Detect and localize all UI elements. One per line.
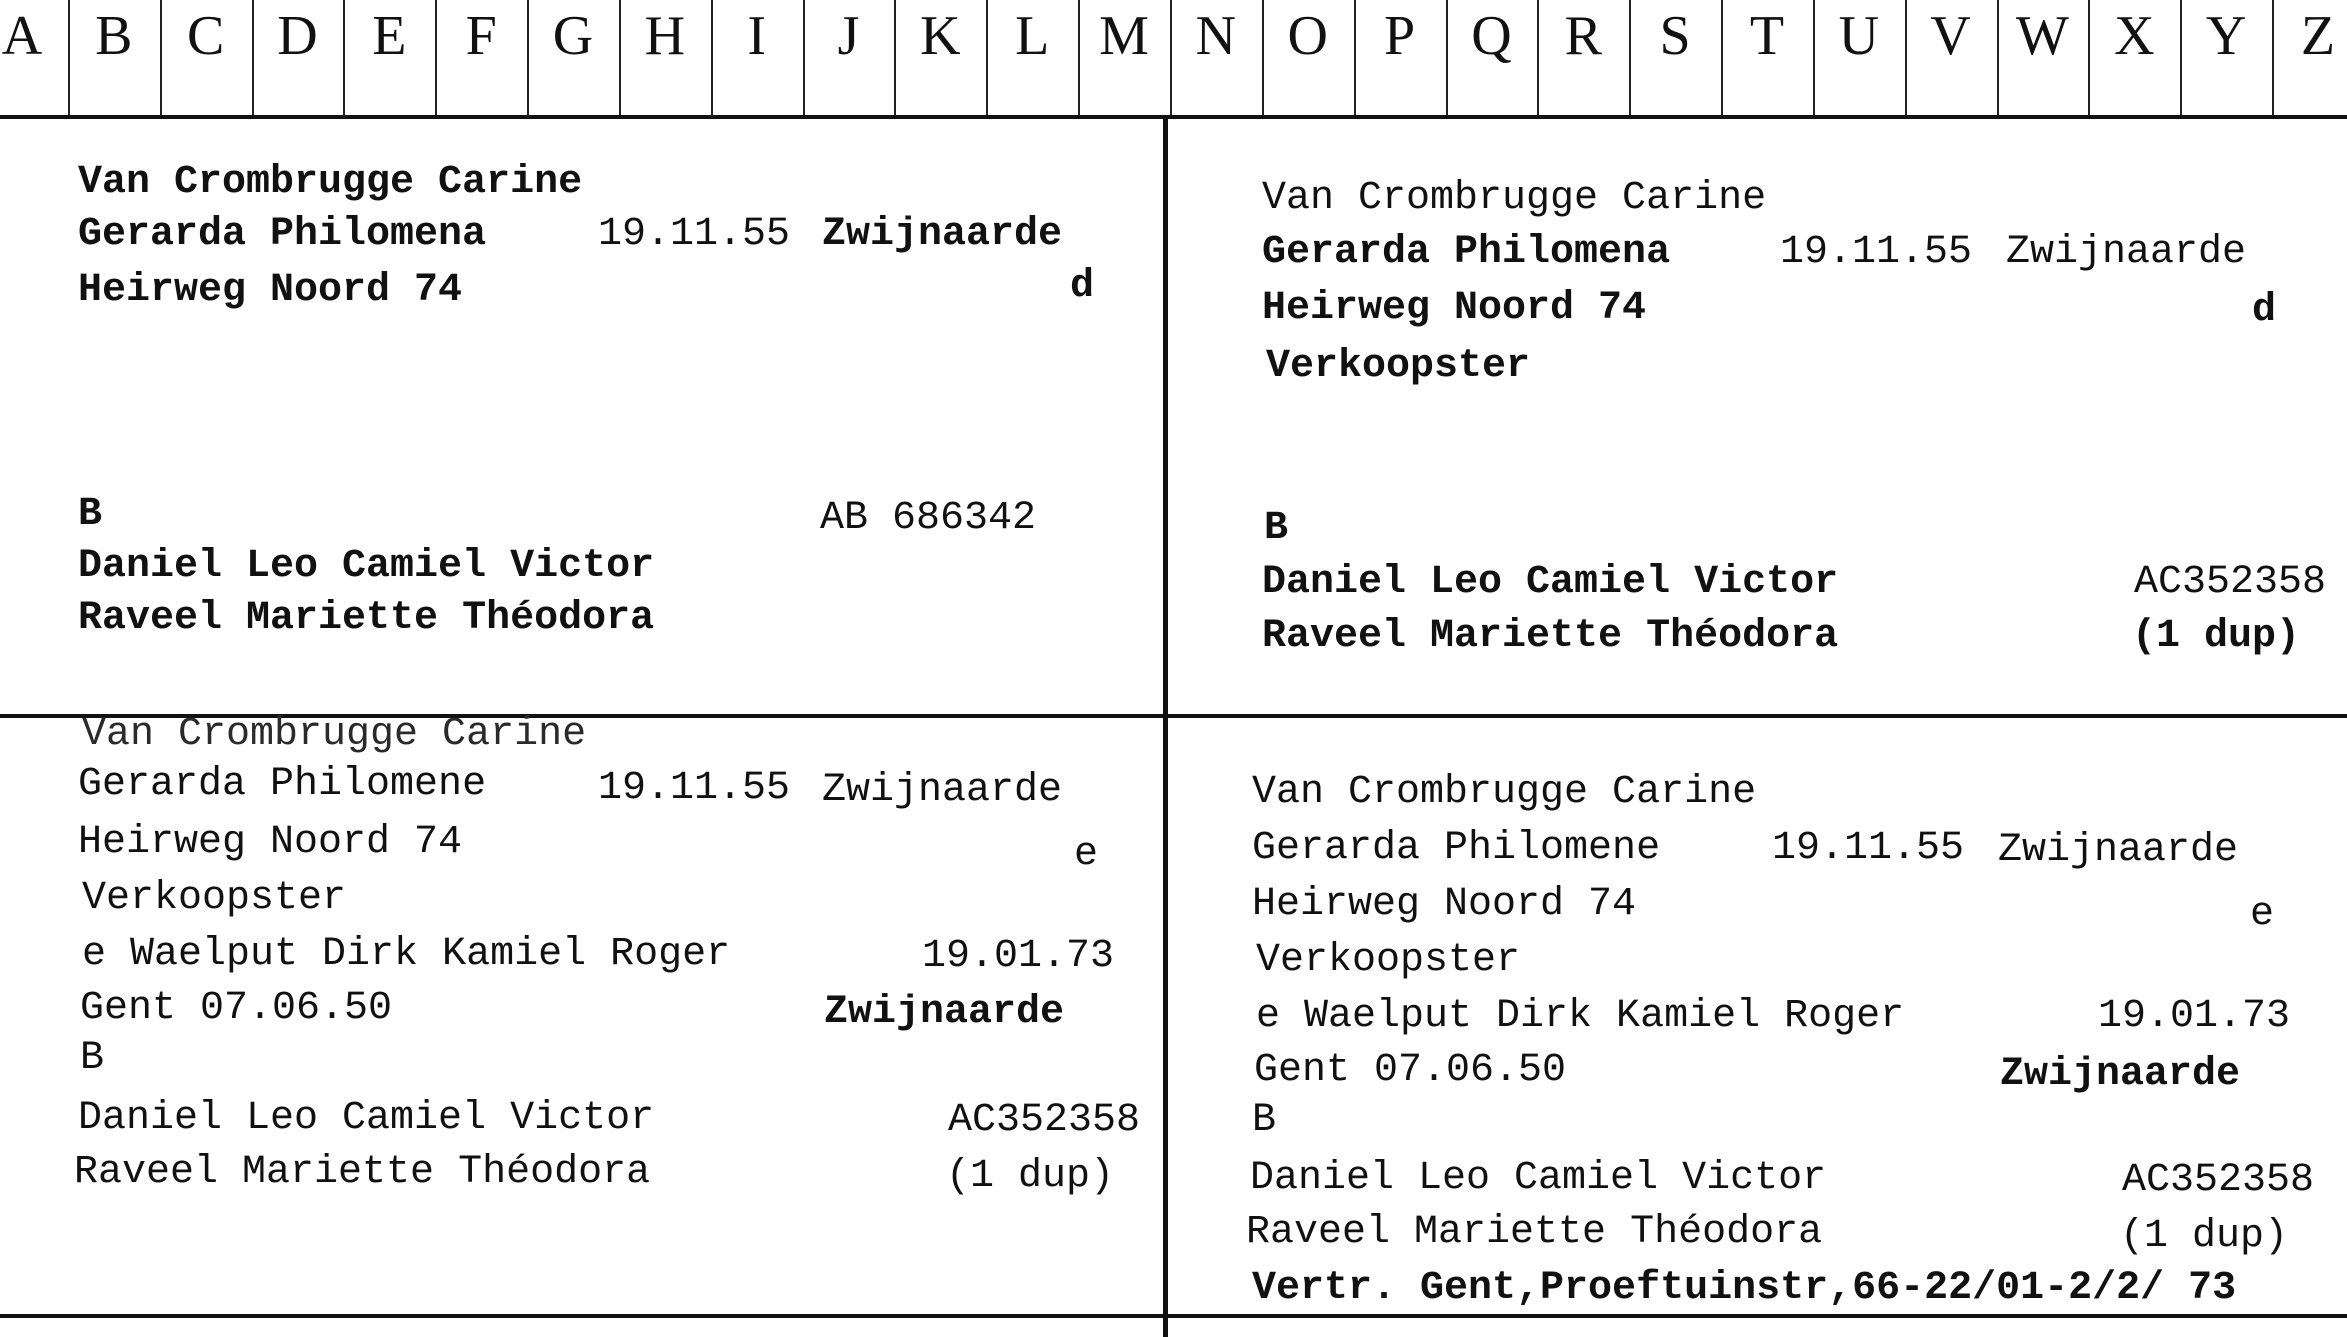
index-letter-z: Z [2300,5,2336,67]
index-separator [343,0,345,116]
card-status-code: e [1074,832,1099,877]
index-letter-m: M [1099,5,1149,67]
card-given-names: Gerarda Philomene [1252,826,1661,871]
card-duplicate: (1 dup) [2120,1214,2289,1259]
card-spouse: e Waelput Dirk Kamiel Roger [82,932,731,977]
card-father: Daniel Leo Camiel Victor [78,544,655,589]
card-father: Daniel Leo Camiel Victor [1262,560,1839,605]
card-occupation: Verkoopster [1256,938,1521,983]
index-separator [986,0,988,116]
card-birth-date: 19.11.55 [598,212,791,257]
card-id-number: AC352358 [2134,560,2327,605]
card-birth-place: Zwijnaarde [822,768,1063,813]
index-separator [1446,0,1448,116]
index-letter-a: A [1,5,43,67]
card-address: Heirweg Noord 74 [78,268,463,313]
index-separator [1262,0,1264,116]
card-id-number: AB 686342 [820,496,1037,541]
card-given-names: Gerarda Philomena [78,212,487,257]
index-separator [68,0,70,116]
index-separator [619,0,621,116]
alphabet-index-header [0,0,2347,120]
index-letter-f: F [465,5,497,67]
card-birth-place: Zwijnaarde [822,212,1063,257]
card-marriage-date: 19.01.73 [2098,994,2291,1039]
index-separator [1813,0,1815,116]
index-letter-l: L [1015,5,1050,67]
index-separator [1078,0,1080,116]
index-letter-w: W [2016,5,2069,67]
card-nationality: B [78,492,103,537]
index-letter-e: E [372,5,407,67]
index-letter-i: I [747,5,767,67]
card-name: Van Crombrugge Carine [82,712,587,757]
card-departure-note: Vertr. Gent,Proeftuinstr,66-22/01-2/2/ 73 [1252,1266,2237,1311]
index-separator [1170,0,1172,116]
card-status-code: d [2252,288,2277,333]
index-separator [160,0,162,116]
card-id-number: AC352358 [2122,1158,2315,1203]
index-letter-k: K [920,5,961,67]
index-letter-j: J [837,5,860,67]
card-name: Van Crombrugge Carine [1252,770,1757,815]
card-given-names: Gerarda Philomena [1262,230,1671,275]
index-separator [2180,0,2182,116]
index-letter-h: H [644,5,686,67]
card-name: Van Crombrugge Carine [1262,176,1767,221]
header-divider [0,115,2347,119]
index-separator [252,0,254,116]
index-letter-c: C [186,5,225,67]
card-birth-date: 19.11.55 [1772,826,1965,871]
index-separator [1629,0,1631,116]
index-letter-s: S [1659,5,1691,67]
index-separator [711,0,713,116]
card-father: Daniel Leo Camiel Victor [1250,1156,1827,1201]
card-name: Van Crombrugge Carine [78,160,583,205]
index-separator [435,0,437,116]
card-duplicate: (1 dup) [946,1154,1115,1199]
vertical-divider [1163,118,1168,1337]
card-spouse-place: Zwijnaarde [824,990,1065,1035]
card-father: Daniel Leo Camiel Victor [78,1096,655,1141]
index-letter-d: D [277,5,318,67]
index-separator [527,0,529,116]
card-mother: Raveel Mariette Théodora [1246,1210,1823,1255]
index-letter-g: G [552,5,594,67]
index-letter-v: V [1930,5,1971,67]
card-mother: Raveel Mariette Théodora [78,596,655,641]
index-separator [2272,0,2274,116]
card-given-names: Gerarda Philomene [78,762,487,807]
index-separator [1905,0,1907,116]
card-occupation: Verkoopster [82,876,347,921]
index-letter-q: Q [1471,5,1512,67]
index-letter-o: O [1287,5,1328,67]
card-birth-date: 19.11.55 [598,766,791,811]
index-separator [894,0,896,116]
card-address: Heirweg Noord 74 [78,820,463,865]
card-birth-place: Zwijnaarde [2006,230,2247,275]
index-letter-n: N [1195,5,1237,67]
horizontal-divider-bottom [0,1314,2347,1318]
card-birth-date: 19.11.55 [1780,230,1973,275]
card-marriage-date: 19.01.73 [922,934,1115,979]
card-spouse-birth: Gent 07.06.50 [80,986,393,1031]
card-birth-place: Zwijnaarde [1998,828,2239,873]
card-status-code: d [1070,264,1095,309]
index-letter-x: X [2114,5,2155,67]
index-letter-u: U [1838,5,1880,67]
index-letter-t: T [1749,5,1785,67]
card-nationality: B [1264,506,1289,551]
index-letter-b: B [95,5,133,67]
index-letter-r: R [1564,5,1602,67]
index-separator [1997,0,1999,116]
card-spouse-place: Zwijnaarde [2000,1052,2241,1097]
index-separator [2088,0,2090,116]
card-occupation: Verkoopster [1266,344,1531,389]
index-separator [1537,0,1539,116]
card-address: Heirweg Noord 74 [1252,882,1637,927]
index-letter-p: P [1384,5,1416,67]
index-separator [1354,0,1356,116]
card-spouse: e Waelput Dirk Kamiel Roger [1256,994,1905,1039]
index-letter-y: Y [2205,5,2247,67]
card-id-number: AC352358 [948,1098,1141,1143]
card-mother: Raveel Mariette Théodora [74,1150,651,1195]
index-separator [1721,0,1723,116]
card-mother: Raveel Mariette Théodora [1262,614,1839,659]
card-duplicate: (1 dup) [2132,614,2301,659]
card-nationality: B [1252,1098,1277,1143]
card-status-code: e [2250,892,2275,937]
card-address: Heirweg Noord 74 [1262,286,1647,331]
index-separator [803,0,805,116]
card-nationality: B [80,1036,105,1081]
card-spouse-birth: Gent 07.06.50 [1254,1048,1567,1093]
